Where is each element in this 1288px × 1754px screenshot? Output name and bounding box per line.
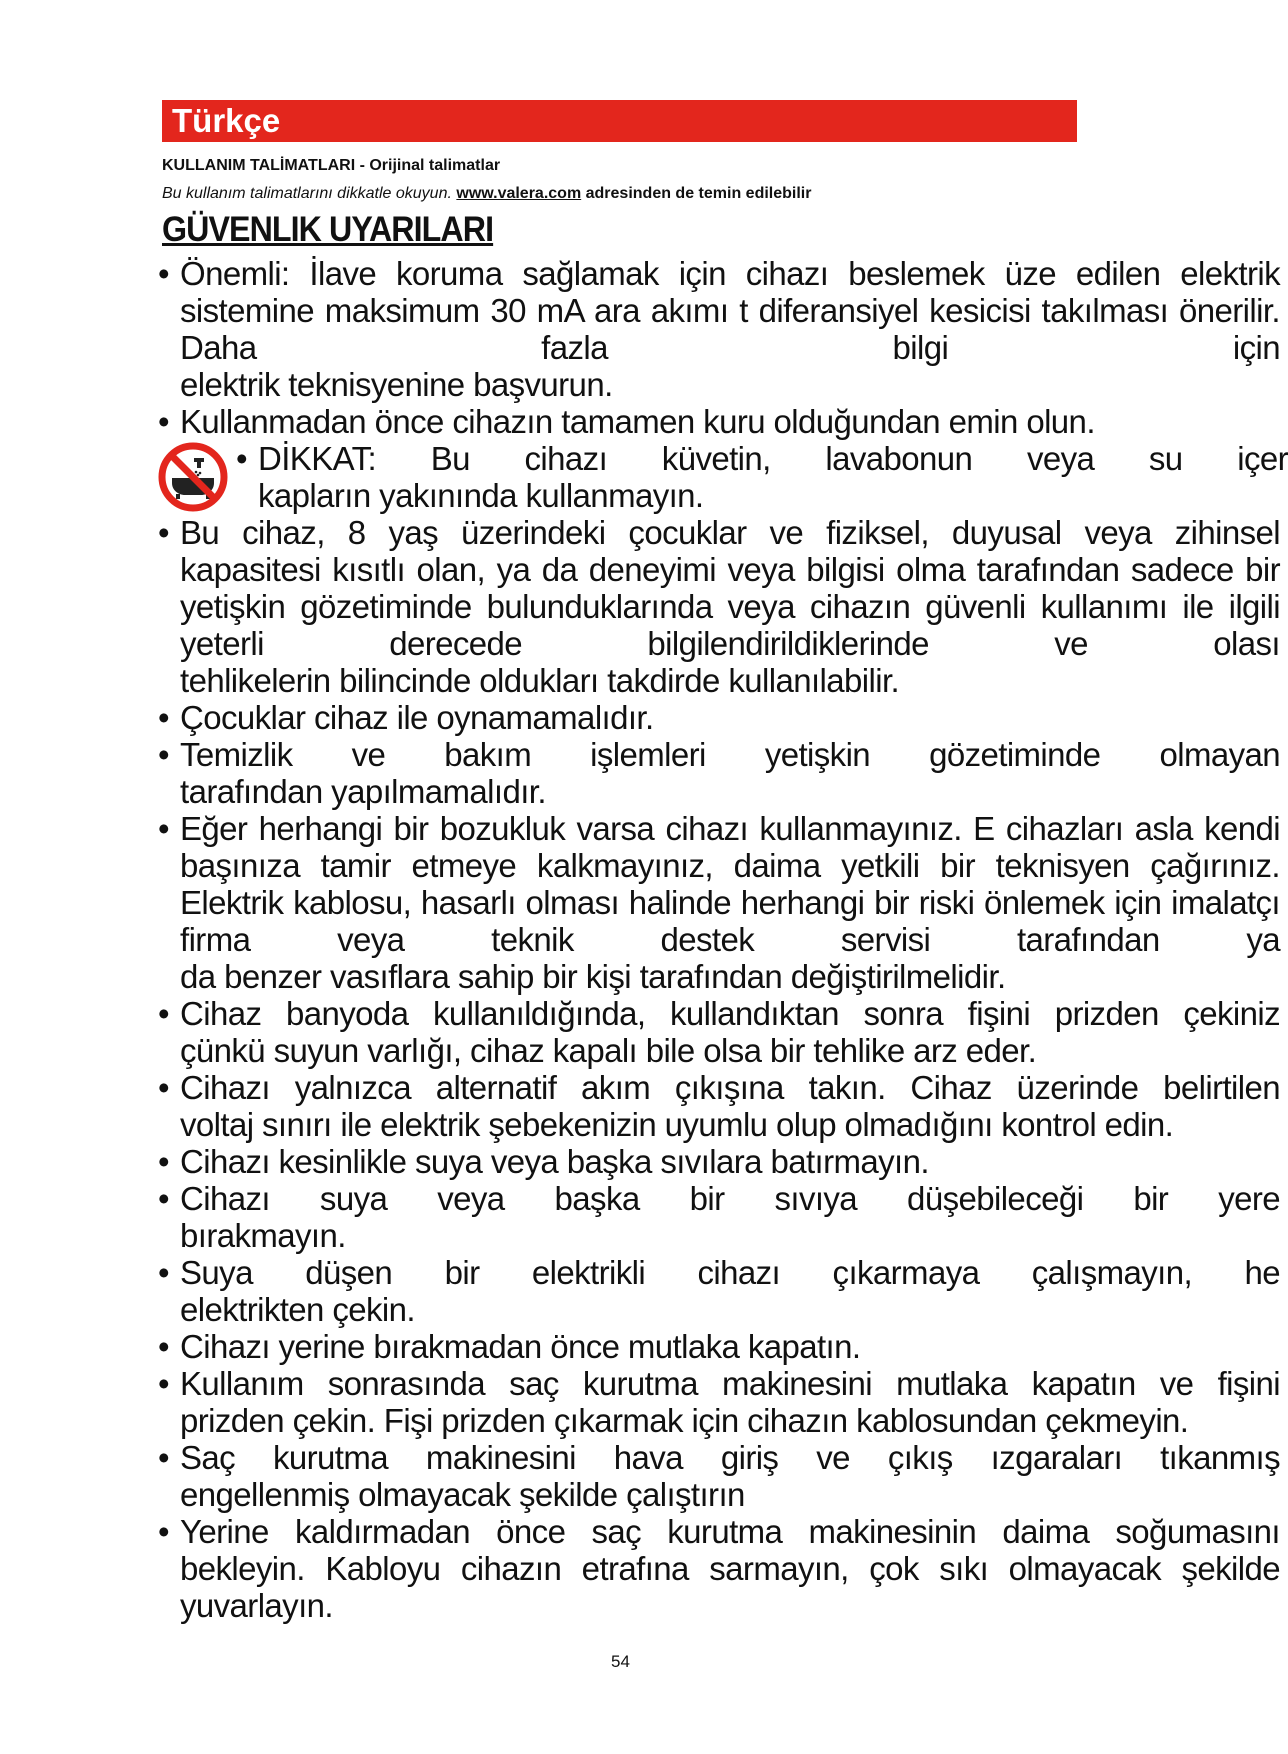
read-carefully-note bbox=[162, 185, 811, 203]
bullet: • bbox=[158, 1365, 169, 1402]
warning-text-end: tarafından yapılmamalıdır. bbox=[180, 773, 546, 810]
warning-text-end: voltaj sınırı ile elektrik şebekenizin uyumlu olup olmadığını kontrol edin. bbox=[180, 1106, 1174, 1143]
bullet: • bbox=[158, 1180, 169, 1217]
warning-item bbox=[158, 699, 1138, 736]
warning-text-end: elektrikten çekin. bbox=[180, 1291, 415, 1328]
warning-text-end: yuvarlayın. bbox=[180, 1587, 333, 1624]
warning-text: DİKKAT: Bu cihazı küvetin, lavabonun veya su içer bbox=[258, 440, 1288, 477]
warning-text: Saç kurutma makinesini hava giriş ve çıkış ızgaraları tıkanmış bbox=[180, 1439, 1280, 1476]
warning-item bbox=[158, 810, 1280, 995]
warning-item bbox=[158, 1513, 1280, 1624]
warning-item-caution bbox=[158, 440, 1288, 514]
warning-item bbox=[158, 255, 1280, 403]
warning-text: Yerine kaldırmadan önce saç kurutma makinesinin daima soğumasını bekleyin. Kabloyu cihazın etrafına sarmayın, çok sıkı olmayacak şekilde bbox=[180, 1513, 1280, 1587]
warning-text: Eğer herhangi bir bozukluk varsa cihazı kullanmayınız. E cihazları asla kendi başınıza tamir etmeye kalkmayınız, daima yetkili bir teknisyen çağırınız. Elektrik kablosu, hasarlı olması halinde herhangi bir riski önlemek için imalatçı firma veya teknik destek servisi tarafından ya bbox=[180, 810, 1280, 958]
warning-item bbox=[158, 736, 1280, 810]
warning-text-end: kapların yakınında kullanmayın. bbox=[258, 477, 704, 514]
note-italic-text: Bu kullanım talimatlarını dikkatle okuyun. bbox=[162, 185, 452, 202]
no-bathtub-icon bbox=[158, 442, 228, 512]
warning-item bbox=[158, 1069, 1280, 1143]
bullet: • bbox=[158, 514, 169, 551]
bullet: • bbox=[158, 810, 169, 847]
bullet: • bbox=[158, 1513, 169, 1550]
safety-warnings-list bbox=[158, 255, 1288, 1625]
warning-text-end: tehlikelerin bilincinde oldukları takdirde kullanılabilir. bbox=[180, 662, 900, 699]
warning-text: Bu cihaz, 8 yaş üzerindeki çocuklar ve fiziksel, duyusal veya zihinsel kapasitesi kısıtlı olan, ya da deneyimi veya bilgisi olma tarafından sadece bir yetişkin gözetiminde bulunduklarında veya cihazın güvenli kullanımı ile ilgili yeterli derecede bilgilendirildiklerinde ve olası bbox=[180, 514, 1280, 662]
bullet: • bbox=[158, 1439, 169, 1476]
bullet: • bbox=[158, 699, 169, 736]
warning-text-end: elektrik teknisyenine başvurun. bbox=[180, 366, 613, 403]
warning-item bbox=[158, 1439, 1280, 1513]
warning-text-end: bırakmayın. bbox=[180, 1217, 346, 1254]
warning-item bbox=[158, 1143, 1138, 1180]
bullet: • bbox=[158, 736, 169, 773]
bullet: • bbox=[236, 440, 247, 477]
warning-text: Cihazı kesinlikle suya veya başka sıvılara batırmayın. bbox=[180, 1143, 929, 1180]
bullet: • bbox=[158, 1254, 169, 1291]
warning-text-end: çünkü suyun varlığı, cihaz kapalı bile olsa bir tehlike arz eder. bbox=[180, 1032, 1037, 1069]
warning-item bbox=[158, 514, 1280, 699]
language-banner bbox=[162, 100, 1077, 142]
warning-text: Temizlik ve bakım işlemleri yetişkin gözetiminde olmayan bbox=[180, 736, 1280, 773]
warning-item bbox=[158, 1328, 1138, 1365]
warning-item bbox=[158, 403, 1138, 440]
bullet: • bbox=[158, 255, 169, 292]
manual-subtitle: KULLANIM TALİMATLARI - Orijinal talimatlar bbox=[162, 157, 501, 174]
warning-item bbox=[158, 995, 1280, 1069]
warning-item bbox=[158, 1365, 1280, 1439]
bullet: • bbox=[158, 403, 169, 440]
warning-text-end: da benzer vasıflara sahip bir kişi tarafından değiştirilmelidir. bbox=[180, 958, 1006, 995]
warning-item bbox=[158, 1254, 1280, 1328]
warning-text-end: engellenmiş olmayacak şekilde çalıştırın bbox=[180, 1476, 745, 1513]
bullet: • bbox=[158, 1328, 169, 1365]
bullet: • bbox=[158, 995, 169, 1032]
warning-text: Çocuklar cihaz ile oynamamalıdır. bbox=[180, 699, 654, 736]
warning-text: Cihaz banyoda kullanıldığında, kullandıktan sonra fişini prizden çekiniz bbox=[180, 995, 1280, 1032]
website-link[interactable]: www.valera.com bbox=[456, 185, 582, 202]
warning-text: Kullanım sonrasında saç kurutma makinesini mutlaka kapatın ve fişini bbox=[180, 1365, 1280, 1402]
warning-text-end: prizden çekin. Fişi prizden çıkarmak için cihazın kablosundan çekmeyin. bbox=[180, 1402, 1189, 1439]
warning-text: Kullanmadan önce cihazın tamamen kuru olduğundan emin olun. bbox=[180, 403, 1095, 440]
page-number: 54 bbox=[611, 1652, 630, 1671]
warning-item bbox=[158, 1180, 1280, 1254]
section-title: GÜVENLIK UYARILARI bbox=[162, 210, 494, 249]
warning-text: Suya düşen bir elektrikli cihazı çıkarmaya çalışmayın, he bbox=[180, 1254, 1280, 1291]
warning-text: Cihazı yerine bırakmadan önce mutlaka kapatın. bbox=[180, 1328, 861, 1365]
bullet: • bbox=[158, 1143, 169, 1180]
warning-text: Cihazı suya veya başka bir sıvıya düşebileceği bir yere bbox=[180, 1180, 1280, 1217]
note-rest-text: adresinden de temin edilebilir bbox=[585, 185, 812, 202]
warning-text: Cihazı yalnızca alternatif akım çıkışına takın. Cihaz üzerinde belirtilen bbox=[180, 1069, 1280, 1106]
warning-text: Önemli: İlave koruma sağlamak için cihazı beslemek üze edilen elektrik sistemine maksimum 30 mA ara akımı t diferansiyel kesicisi takılması önerilir. Daha fazla bilgi için bbox=[180, 255, 1280, 366]
bullet: • bbox=[158, 1069, 169, 1106]
language-label: Türkçe bbox=[172, 102, 281, 139]
